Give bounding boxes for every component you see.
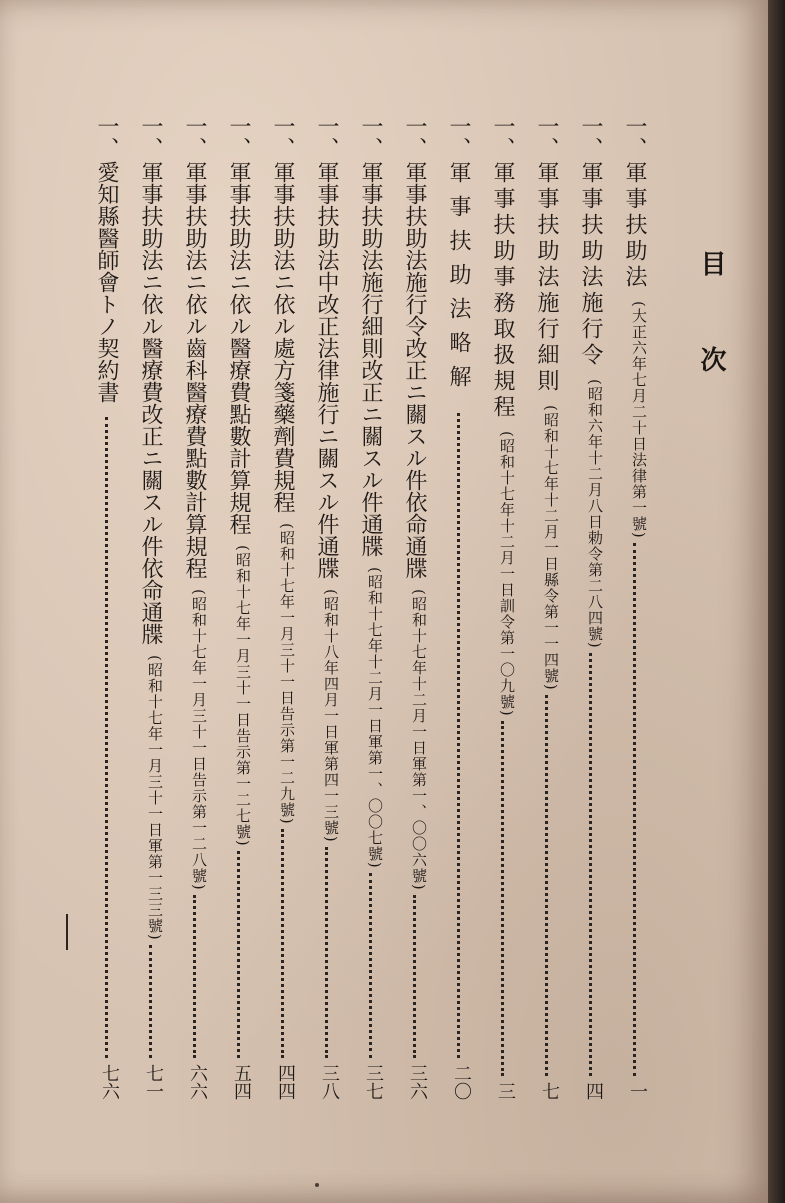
toc-entry <box>530 115 562 1100</box>
entry-page-number: 三八 <box>319 1064 340 1100</box>
entry-title: 軍事扶助法 <box>622 161 647 291</box>
entry-page-number: 三 <box>495 1082 516 1100</box>
leader-dots <box>633 543 636 1076</box>
toc-entry <box>574 115 606 1100</box>
leader-dots <box>457 413 460 1058</box>
toc-entry <box>90 115 122 1100</box>
entry-page-number: 四 <box>583 1082 604 1100</box>
entry-title: 軍事扶助法ニ依ル齒科醫療費點數計算規程 <box>182 161 207 579</box>
entry-bullet: 一、 <box>314 115 339 159</box>
leader-dots <box>325 847 328 1058</box>
paper-speck <box>315 1183 319 1187</box>
entry-page-number: 三七 <box>363 1064 384 1100</box>
toc-entry <box>354 115 386 1100</box>
entry-page-number: 七一 <box>143 1064 164 1100</box>
entry-title: 軍事扶助法施行細則 <box>534 161 559 395</box>
entry-source: (大正六年七月二十日法律第一號) <box>630 301 648 539</box>
entry-source: (昭和十七年十二月一日軍第一、〇〇七號) <box>366 567 384 869</box>
entry-bullet: 一、 <box>578 115 603 159</box>
entry-bullet: 一、 <box>270 115 295 159</box>
toc-entry <box>134 115 166 1100</box>
entry-title: 軍事扶助法ニ依ル醫療費點數計算規程 <box>226 161 251 535</box>
entry-title: 軍事扶助法施行細則改正ニ關スル件通牒 <box>358 161 383 557</box>
entry-source: (昭和十七年十二月一日訓令第一〇九號) <box>498 431 516 717</box>
entry-title: 軍事扶助事務取扱規程 <box>490 161 515 421</box>
entry-source: (昭和六年十二月八日勅令第二八四號) <box>586 379 604 649</box>
entry-title: 軍事扶助法中改正法律施行ニ關スル件通牒 <box>314 161 339 579</box>
toc-title: 目次 <box>696 250 726 442</box>
entry-bullet: 一、 <box>94 115 119 159</box>
entry-title: 軍事扶助法施行令改正ニ關スル件依命通牒 <box>402 161 427 579</box>
toc-entry <box>398 115 430 1100</box>
entry-bullet: 一、 <box>402 115 427 159</box>
entry-bullet: 一、 <box>138 115 163 159</box>
entry-bullet: 一、 <box>182 115 207 159</box>
leader-dots <box>369 873 372 1058</box>
folio-mark <box>66 914 88 950</box>
toc-entry <box>442 115 474 1100</box>
entry-source: (昭和十七年十二月一日軍第一、〇〇六號) <box>410 589 428 891</box>
entry-source: (昭和十七年十二月一日縣令第一一四號) <box>542 405 560 691</box>
entry-page-number: 二〇 <box>451 1064 472 1100</box>
entry-bullet: 一、 <box>622 115 647 159</box>
entry-source: (昭和十七年一月三十一日告示第一二八號) <box>190 589 208 891</box>
toc-entry <box>222 115 254 1100</box>
entry-source: (昭和十七年一月三十一日告示第一二九號) <box>278 523 296 825</box>
entry-title: 軍事扶助法ニ依ル醫療費改正ニ關スル件依命通牒 <box>138 161 163 645</box>
entry-title: 軍事扶助法施行令 <box>578 161 603 369</box>
leader-dots <box>193 895 196 1058</box>
toc-entry <box>310 115 342 1100</box>
toc-entry <box>486 115 518 1100</box>
leader-dots <box>281 829 284 1058</box>
toc-entry <box>178 115 210 1100</box>
entry-source: (昭和十七年一月三十一日告示第一二七號) <box>234 545 252 847</box>
entry-source: (昭和十八年四月一日軍第四一三號) <box>322 589 340 843</box>
leader-dots <box>105 417 108 1058</box>
entry-page-number: 三六 <box>407 1064 428 1100</box>
entry-page-number: 六六 <box>187 1064 208 1100</box>
entry-title: 愛知縣醫師會トノ契約書 <box>94 161 119 403</box>
leader-dots <box>413 895 416 1058</box>
entry-bullet: 一、 <box>534 115 559 159</box>
leader-dots <box>501 721 504 1076</box>
entry-bullet: 一、 <box>358 115 383 159</box>
entry-bullet: 一、 <box>226 115 251 159</box>
entry-page-number: 七六 <box>99 1064 120 1100</box>
leader-dots <box>545 695 548 1076</box>
book-edge <box>768 0 785 1203</box>
entry-page-number: 五四 <box>231 1064 252 1100</box>
leader-dots <box>589 653 592 1076</box>
leader-dots <box>149 945 152 1058</box>
entry-title: 軍事扶助法略解 <box>446 161 471 399</box>
entry-bullet: 一、 <box>446 115 471 159</box>
toc-entry <box>266 115 298 1100</box>
leader-dots <box>237 851 240 1058</box>
entry-bullet: 一、 <box>490 115 515 159</box>
toc-entry <box>618 115 650 1100</box>
entry-page-number: 一 <box>627 1082 648 1100</box>
entry-page-number: 四四 <box>275 1064 296 1100</box>
entry-source: (昭和十七年一月三十一日軍第一三三號) <box>146 655 164 941</box>
entry-page-number: 七 <box>539 1082 560 1100</box>
entry-title: 軍事扶助法ニ依ル處方箋藥劑費規程 <box>270 161 295 513</box>
